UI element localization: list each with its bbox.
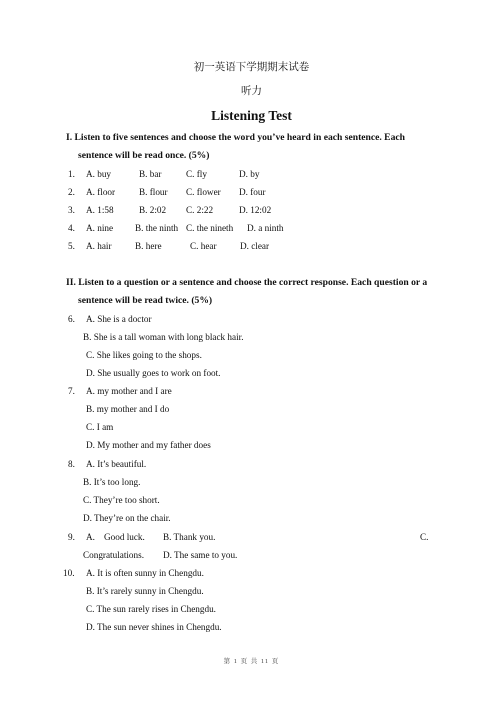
question-number: 10. xyxy=(63,568,75,578)
option-a-label: A. xyxy=(86,532,95,542)
option-a: A. nine xyxy=(86,223,114,233)
question-number: 2. xyxy=(68,187,75,197)
section2-instruction: II. Listen to a question or a sentence and choose the correct response. Each question or a xyxy=(66,277,428,288)
question-number: 7. xyxy=(68,386,75,396)
option-b: B. flour xyxy=(139,187,168,197)
option-b: B. bar xyxy=(139,169,162,179)
option-d: D. clear xyxy=(240,241,270,251)
option-c: C. fly xyxy=(186,169,207,179)
option-b: B. here xyxy=(135,241,162,251)
option-c: C. the nineth xyxy=(186,223,234,233)
option-a: A. She is a doctor xyxy=(86,314,152,324)
question-number: 1. xyxy=(68,169,75,179)
question-number: 4. xyxy=(68,223,75,233)
section1-instruction: I. Listen to five sentences and choose the word you’ve heard in each sentence. Each xyxy=(66,132,405,143)
question-number: 3. xyxy=(68,205,75,215)
option-a: A. It’s beautiful. xyxy=(86,459,147,469)
option-b: B. It’s too long. xyxy=(83,477,141,487)
option-c: C. 2:22 xyxy=(186,205,214,215)
option-c: C. I am xyxy=(86,422,114,432)
option-d: D. My mother and my father does xyxy=(86,440,211,450)
section2-instruction-cont: sentence will be read twice. (5%) xyxy=(78,295,213,306)
exam-title-cn: 初一英语下学期期末试卷 xyxy=(193,62,310,73)
option-d: D. They’re on the chair. xyxy=(83,513,171,523)
option-d: D. 12:02 xyxy=(239,205,272,215)
option-c: C. flower xyxy=(186,187,221,197)
option-b: B. 2:02 xyxy=(139,205,167,215)
option-a: A. floor xyxy=(86,187,116,197)
question-number: 6. xyxy=(68,314,75,324)
option-c: C. She likes going to the shops. xyxy=(86,350,202,360)
question-number: 9. xyxy=(68,532,75,542)
option-a: A. hair xyxy=(86,241,112,251)
option-d: D. She usually goes to work on foot. xyxy=(86,368,221,378)
option-d: D. four xyxy=(239,187,266,197)
option-a: A. It is often sunny in Chengdu. xyxy=(86,568,204,578)
option-d: D. a ninth xyxy=(247,223,284,233)
option-c: Congratulations. xyxy=(83,550,144,560)
option-a: A. buy xyxy=(86,169,112,179)
option-b: B. She is a tall woman with long black hair. xyxy=(83,332,244,342)
section-title-cn: 听力 xyxy=(241,86,262,97)
option-b: B. the ninth xyxy=(135,223,179,233)
section1-instruction-cont: sentence will be read once. (5%) xyxy=(78,150,210,161)
option-d: D. by xyxy=(239,169,260,179)
listening-test-title: Listening Test xyxy=(211,108,292,123)
option-b: B. It’s rarely sunny in Chengdu. xyxy=(86,586,204,596)
option-c: C. They’re too short. xyxy=(83,495,160,505)
option-d: D. The same to you. xyxy=(163,550,238,560)
option-a: A. 1:58 xyxy=(86,205,114,215)
page-number: 第 1 页 共 11 页 xyxy=(223,658,280,665)
option-a: Good luck. xyxy=(104,532,145,542)
option-d: D. The sun never shines in Chengdu. xyxy=(86,622,222,632)
option-a: A. my mother and I are xyxy=(86,386,172,396)
question-number: 5. xyxy=(68,241,75,251)
question-number: 8. xyxy=(68,459,75,469)
option-c: C. hear xyxy=(190,241,217,251)
option-c-label: C. xyxy=(420,532,429,542)
option-c: C. The sun rarely rises in Chengdu. xyxy=(86,604,216,614)
option-b: B. my mother and I do xyxy=(86,404,170,414)
option-b: B. Thank you. xyxy=(163,532,216,542)
